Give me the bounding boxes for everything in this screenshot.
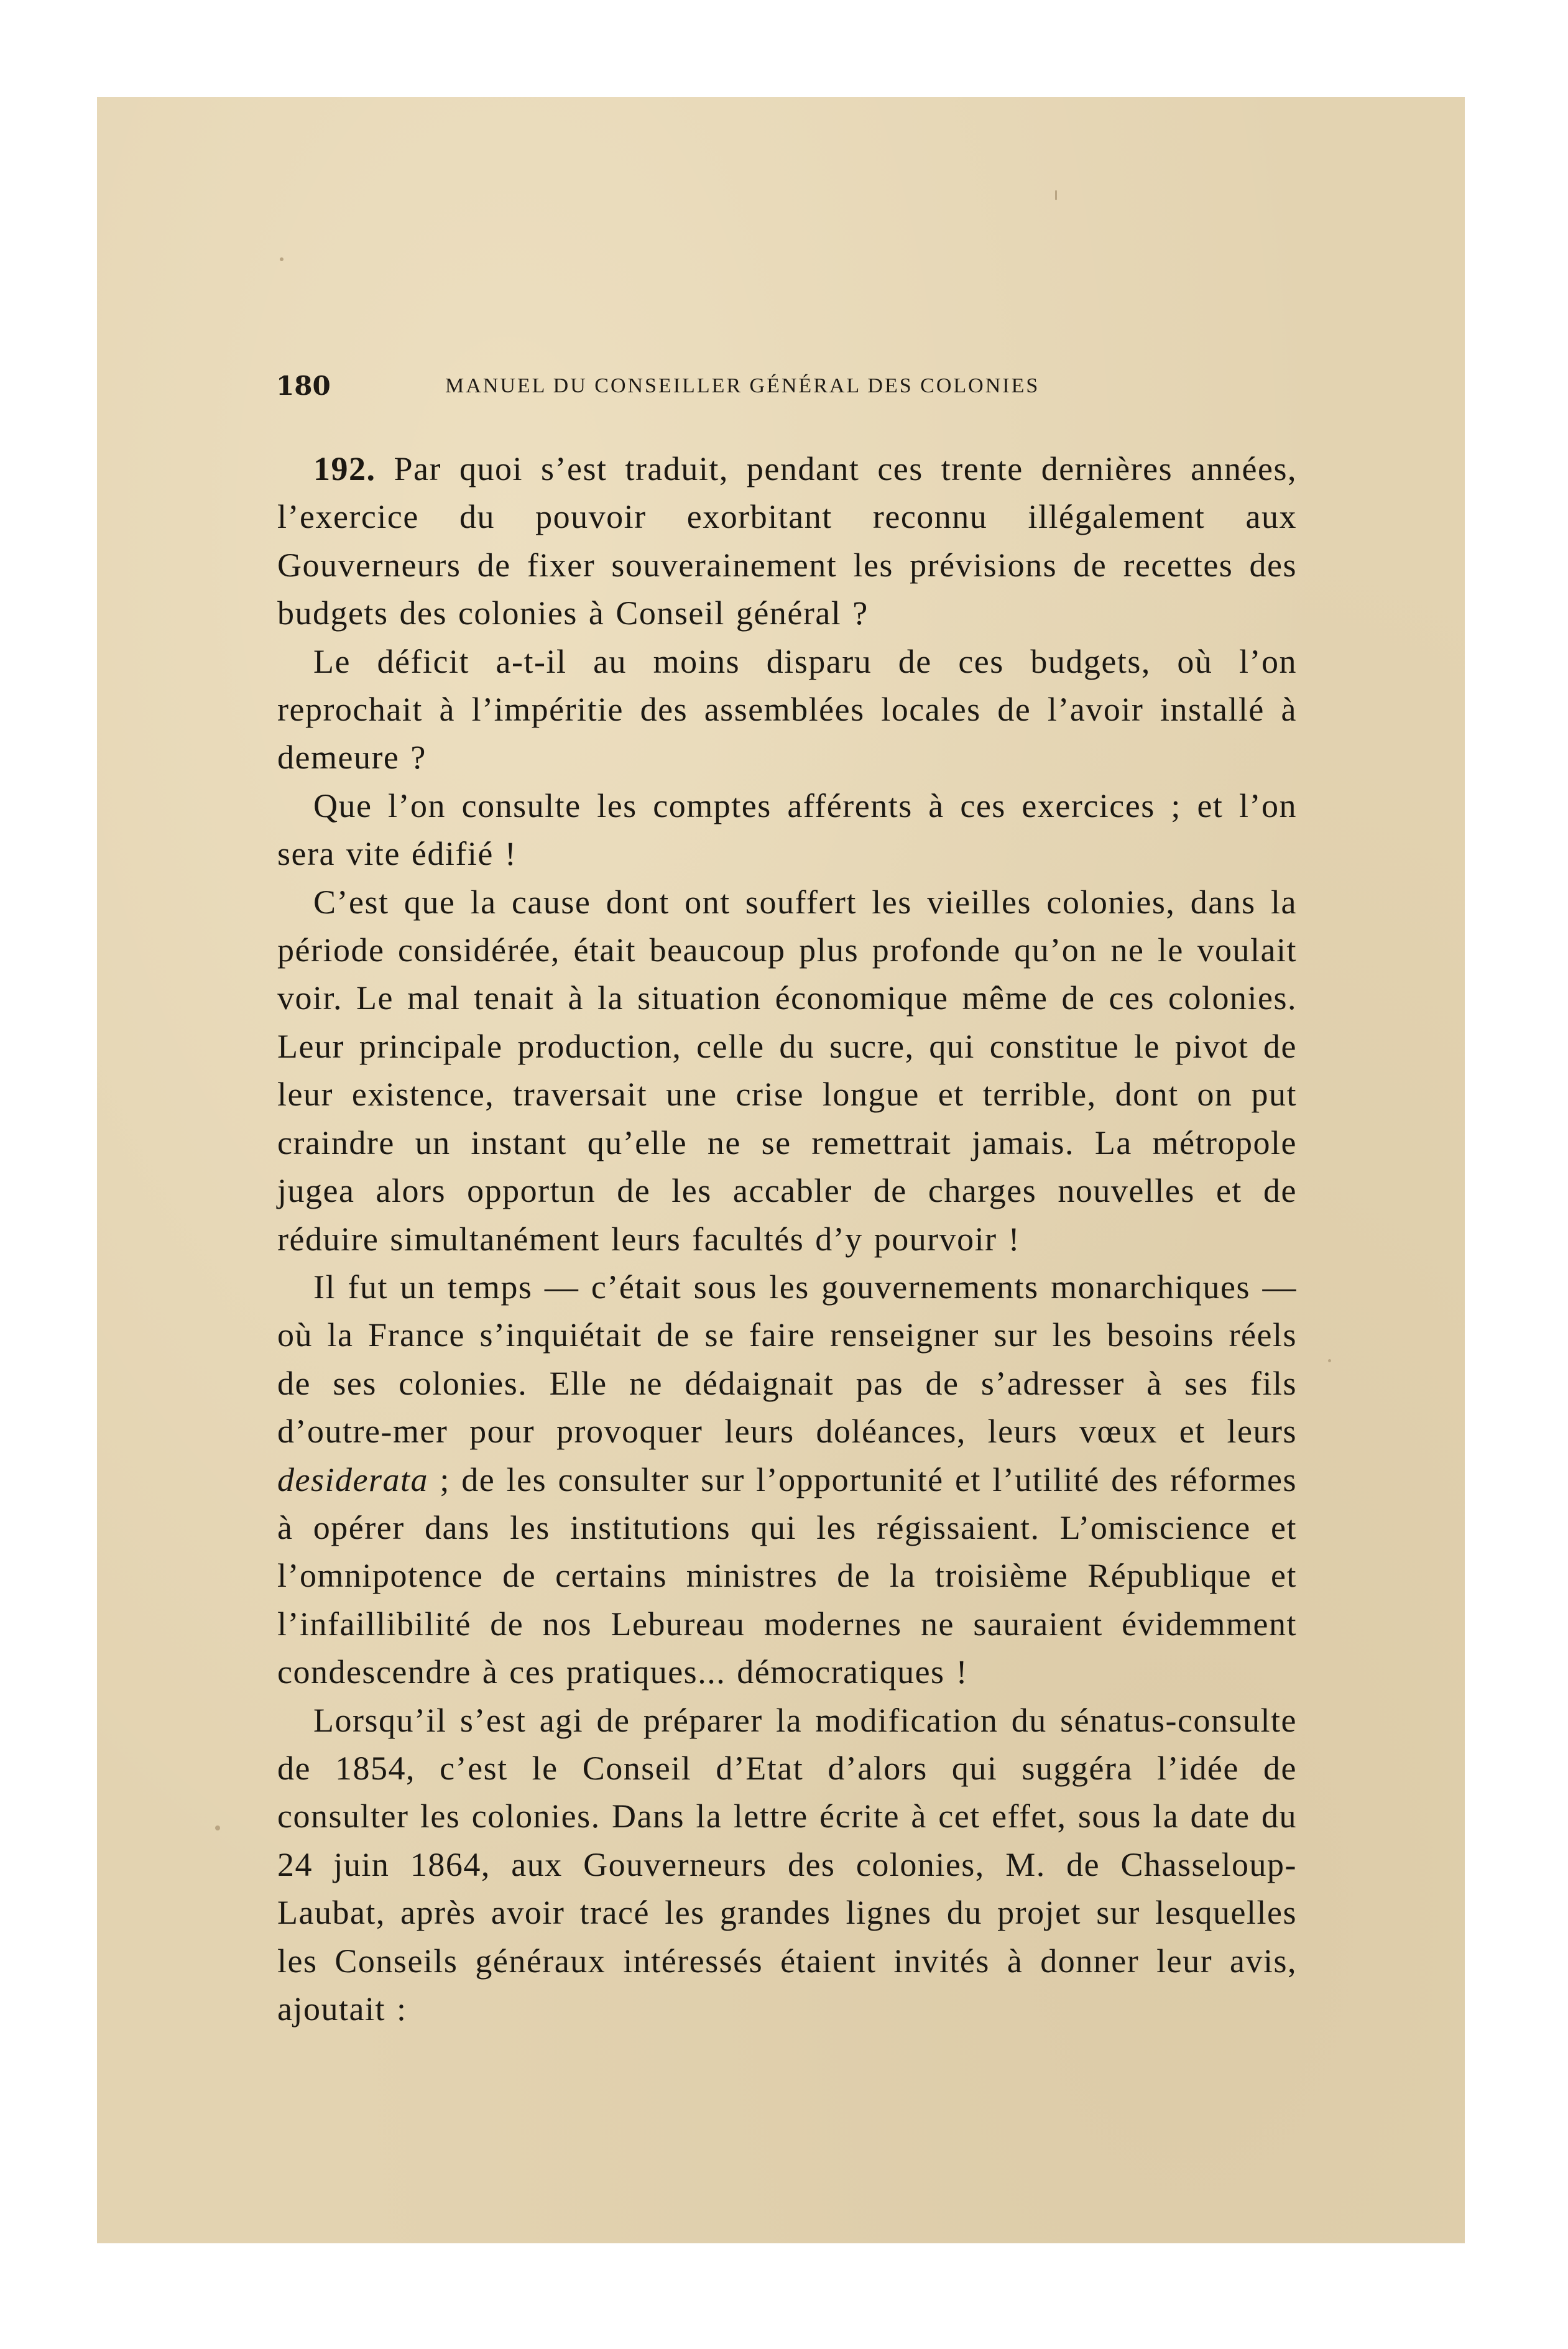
paragraph bbox=[277, 638, 1297, 782]
paper-speck bbox=[1328, 1359, 1331, 1362]
italic-term: desiderata bbox=[277, 1461, 428, 1498]
page-header bbox=[97, 371, 1465, 408]
paragraph-text: Lorsqu’il s’est agi de préparer la modification du sénatus-consulte de 1854, c’est le Conseil d’Etat d’alors qui suggéra l’idée de consulter les colonies. Dans la lettre écrite à cet effet, sous la date du 24 juin 1864, aux Gouverneurs des colonies, M. de Chasseloup-Laubat, après avoir tracé les grandes lignes du projet sur lesquelles les Conseils généraux intéressés étaient invités à donner leur avis, ajoutait : bbox=[277, 1701, 1297, 2028]
running-title: MANUEL DU CONSEILLER GÉNÉRAL DES COLONIES bbox=[445, 374, 1040, 397]
paragraph-text: Par quoi s’est traduit, pendant ces trente dernières années, l’exercice du pouvoir exorbitant reconnu illégalement aux Gouverneurs de fixer souverainement les prévisions de recettes des budgets des colonies à Conseil général ? bbox=[277, 450, 1298, 632]
paper-speck bbox=[1055, 190, 1057, 200]
paragraph-text: Il fut un temps — c’était sous les gouvernements monarchiques — où la France s’inquiétait de se faire renseigner sur les besoins réels de ses colonies. Elle ne dédaignait pas de s’adresser à ses fils d’outre-mer pour provoquer leurs doléances, leurs vœux et leurs bbox=[277, 1268, 1297, 1451]
paragraph bbox=[277, 1263, 1297, 1697]
paper-speck bbox=[280, 257, 284, 261]
paragraph bbox=[277, 445, 1297, 638]
page-number: 180 bbox=[276, 371, 331, 401]
paragraph-text: ; de les consulter sur l’opportunité et l’utilité des réformes à opérer dans les institutions qui les régissaient. L’omiscience et l’omnipotence de certains ministres de la troisième République et l’infaillibilité de nos Lebureau modernes ne sauraient évidemment condescendre à ces pratiques... démocratiques ! bbox=[277, 1461, 1297, 1691]
paragraph-text: Que l’on consulte les comptes afférents à ces exercices ; et l’on sera vite édifié ! bbox=[277, 787, 1297, 873]
paragraph bbox=[277, 782, 1297, 879]
scanned-page bbox=[97, 97, 1465, 2243]
paragraph-text: Le déficit a-t-il au moins disparu de ces budgets, où l’on reprochait à l’impéritie des assemblées locales de l’avoir installé à demeure ? bbox=[277, 642, 1297, 777]
paragraph bbox=[277, 1697, 1297, 2034]
paragraph-text: C’est que la cause dont ont souffert les vieilles colonies, dans la période considérée, était beaucoup plus profonde qu’on ne le voulait voir. Le mal tenait à la situation économique même de ces colonies. Leur principale production, celle du sucre, qui constitue le pivot de leur existence, traversait une crise longue et terrible, dont on put craindre un instant qu’elle ne se remettrait jamais. La métropole jugea alors opportun de les accabler de charges nouvelles et de réduire simultanément leurs facultés d’y pourvoir ! bbox=[277, 883, 1297, 1258]
section-number: 192. bbox=[313, 450, 376, 487]
paper-speck bbox=[215, 1825, 220, 1830]
body-text bbox=[277, 445, 1297, 2033]
paragraph bbox=[277, 879, 1297, 1263]
